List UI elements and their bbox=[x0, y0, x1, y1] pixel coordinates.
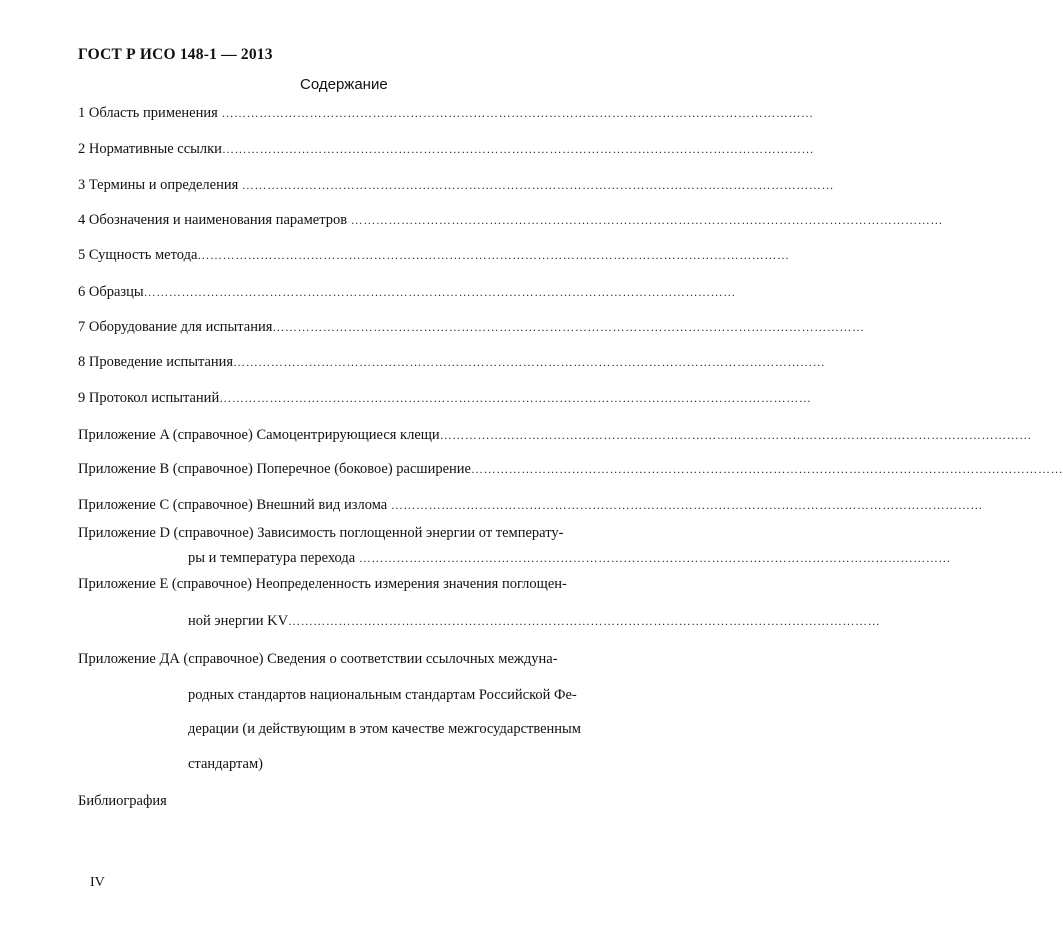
toc-entry[interactable] bbox=[78, 283, 736, 301]
toc-entry-text: Приложение D (справочное) Зависимость поглощенной энергии от температу- bbox=[78, 525, 564, 541]
leader-dots: …………………………………………………………………………………………………………………………… bbox=[197, 248, 790, 262]
toc-entry[interactable] bbox=[78, 176, 835, 194]
toc-entry-text: родных стандартов национальным стандартам Российской Фе- bbox=[188, 687, 577, 703]
toc-entry-text: Приложение B (справочное) Поперечное (боковое) расширение bbox=[78, 461, 471, 477]
toc-entry-text: дерации (и действующим в этом качестве межгосударственным bbox=[188, 721, 581, 737]
toc-entry[interactable] bbox=[78, 460, 1063, 478]
toc-entry-text: 8 Проведение испытания bbox=[78, 354, 234, 370]
leader-dots: …………………………………………………………………………………………………………………………… bbox=[143, 285, 736, 299]
toc-entry[interactable] bbox=[78, 211, 943, 229]
toc-entry-text: 5 Сущность метода bbox=[78, 247, 198, 263]
toc-entry-continuation bbox=[188, 755, 618, 773]
toc-entry-appendix-e[interactable] bbox=[78, 575, 598, 593]
toc-entry-text: Приложение C (справочное) Внешний вид излома bbox=[78, 497, 391, 513]
standard-header: ГОСТ Р ИСО 148-1 — 2013 bbox=[78, 46, 273, 63]
leader-dots: …………………………………………………………………………………………………………………………… bbox=[221, 142, 815, 156]
toc-entry-text: 4 Обозначения и наименования параметров bbox=[78, 212, 351, 228]
toc-entry-text: ры и температура перехода bbox=[188, 550, 359, 566]
toc-entry-continuation bbox=[188, 686, 618, 704]
leader-dots: …………………………………………………………………………………………………………………………… bbox=[272, 320, 865, 334]
toc-entry[interactable] bbox=[78, 496, 984, 514]
toc-entry-text: 2 Нормативные ссылки bbox=[78, 141, 222, 157]
toc-entry[interactable] bbox=[78, 104, 814, 122]
toc-entry[interactable] bbox=[78, 426, 1032, 444]
toc-entry[interactable] bbox=[78, 389, 812, 407]
toc-entry-text: стандартам) bbox=[188, 756, 263, 772]
leader-dots: …………………………………………………………………………………………………………………………… bbox=[471, 462, 1063, 476]
toc-entry[interactable] bbox=[78, 353, 826, 371]
leader-dots: …………………………………………………………………………………………………………………………… bbox=[219, 391, 812, 405]
toc-entry-text: Приложение A (справочное) Самоцентрирующиеся клещи bbox=[78, 427, 440, 443]
toc-entry-continuation[interactable] bbox=[188, 549, 952, 567]
toc-entry-appendix-d[interactable] bbox=[78, 524, 598, 542]
leader-dots: …………………………………………………………………………………………………………………………… bbox=[288, 614, 881, 628]
leader-dots: …………………………………………………………………………………………………………………………… bbox=[221, 106, 814, 120]
leader-dots: …………………………………………………………………………………………………………………………… bbox=[390, 498, 984, 512]
leader-dots: …………………………………………………………………………………………………………………………… bbox=[233, 355, 826, 369]
toc-entry-bibliography[interactable] bbox=[78, 792, 598, 810]
toc-entry-text: ной энергии KV bbox=[188, 613, 289, 629]
toc-entry-text: Библиография bbox=[78, 793, 167, 809]
toc-entry-text: 9 Протокол испытаний bbox=[78, 390, 220, 406]
toc-entry-text: 7 Оборудование для испытания bbox=[78, 319, 273, 335]
toc-entry-text: 3 Термины и определения bbox=[78, 177, 242, 193]
leader-dots: …………………………………………………………………………………………………………………………… bbox=[350, 213, 943, 227]
toc-entry-text: Приложение E (справочное) Неопределенность измерения значения поглощен- bbox=[78, 576, 567, 592]
toc-entry-text: Приложение ДА (справочное) Сведения о соответствии ссылочных междуна- bbox=[78, 651, 558, 667]
page-number: IV bbox=[90, 875, 105, 890]
toc-entry[interactable] bbox=[78, 318, 865, 336]
leader-dots: …………………………………………………………………………………………………………………………… bbox=[439, 428, 1032, 442]
toc-entry[interactable] bbox=[78, 140, 815, 158]
leader-dots: …………………………………………………………………………………………………………………………… bbox=[241, 178, 835, 192]
toc-entry[interactable] bbox=[78, 246, 790, 264]
toc-entry-text: 1 Область применения bbox=[78, 105, 222, 121]
toc-entry-appendix-da[interactable] bbox=[78, 650, 618, 668]
leader-dots: …………………………………………………………………………………………………………………………… bbox=[358, 551, 952, 565]
toc-title: Содержание bbox=[300, 76, 388, 93]
toc-entry-continuation[interactable] bbox=[188, 612, 881, 630]
toc-entry-text: 6 Образцы bbox=[78, 284, 144, 300]
toc-entry-continuation bbox=[188, 720, 618, 738]
